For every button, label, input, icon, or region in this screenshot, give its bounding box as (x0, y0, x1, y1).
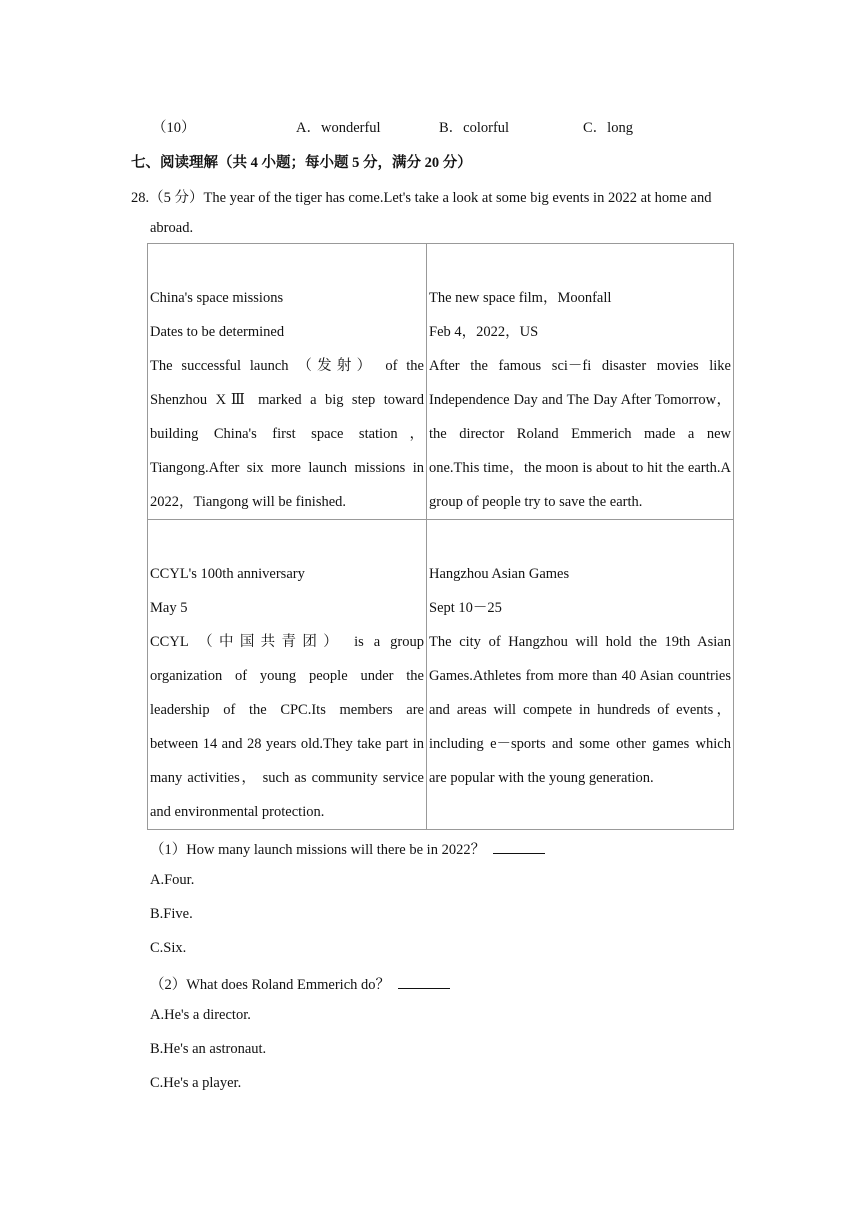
prev-option-b: B．colorful (439, 120, 510, 136)
sub-question-2 (150, 973, 450, 994)
sub-question-1 (150, 838, 545, 859)
question-28-intro: 28.（5 分）The year of the tiger has come.Let's take a look at some big events in 2022 at home and (131, 190, 712, 206)
sub-question-2-option-b: B.He's an astronaut. (150, 1041, 267, 1057)
event-title: CCYL's 100th anniversary (150, 566, 305, 582)
prev-option-c: C．long (583, 120, 633, 136)
event-body: The successful launch （发射） of the Shenzhou XⅢ marked a big step toward building China's first space station，Tiangong.After six more launch missions in 2022，Tiangong will be finished. (150, 358, 424, 510)
question-28-intro-cont: abroad. (150, 220, 194, 236)
sub-question-2-option-a: A.He's a director. (150, 1007, 251, 1023)
sub-question-2-stem: （2）What does Roland Emmerich do？ (150, 977, 391, 993)
table-row (148, 244, 734, 520)
event-body: The city of Hangzhou will hold the 19th Asian Games.Athletes from more than 40 Asian countries and areas will compete in hundreds of events， including e－sports and some other games which are popular with the young generation. (429, 634, 731, 786)
answer-blank (493, 841, 545, 854)
event-body: CCYL （中国共青团） is a group organization of young people under the leadership of the CPC.Its members are between 14 and 28 years old.They take part in many activities， such as community service and environmental protection. (150, 634, 424, 820)
section-heading: 七、阅读理解（共 4 小题；每小题 5 分，满分 20 分） (131, 155, 472, 171)
answer-blank (398, 976, 450, 989)
event-title: The new space film，Moonfall (429, 290, 612, 306)
sub-question-2-option-c: C.He's a player. (150, 1075, 242, 1091)
table-row (148, 520, 734, 830)
event-title: China's space missions (150, 290, 284, 306)
sub-question-1-option-a: A.Four. (150, 872, 195, 888)
event-date: Feb 4，2022，US (429, 324, 539, 340)
sub-question-1-option-b: B.Five. (150, 906, 193, 922)
event-cell-asian-games (427, 520, 734, 830)
event-cell-ccyl (148, 520, 427, 830)
event-cell-space-missions (148, 244, 427, 520)
event-date: Sept 10－25 (429, 600, 502, 616)
sub-question-1-stem: （1）How many launch missions will there be in 2022？ (150, 842, 486, 858)
sub-question-1-option-c: C.Six. (150, 940, 187, 956)
prev-question-number: （10） (152, 120, 196, 136)
event-date: May 5 (150, 600, 188, 616)
event-date: Dates to be determined (150, 324, 285, 340)
event-title: Hangzhou Asian Games (429, 566, 570, 582)
events-table (147, 243, 734, 830)
event-body: After the famous sci－fi disaster movies like Independence Day and The Day After Tomorrow，the director Roland Emmerich made a new one.This time，the moon is about to hit the earth.A group of people try to save the earth. (429, 358, 731, 510)
prev-option-a: A．wonderful (296, 120, 381, 136)
event-cell-moonfall (427, 244, 734, 520)
